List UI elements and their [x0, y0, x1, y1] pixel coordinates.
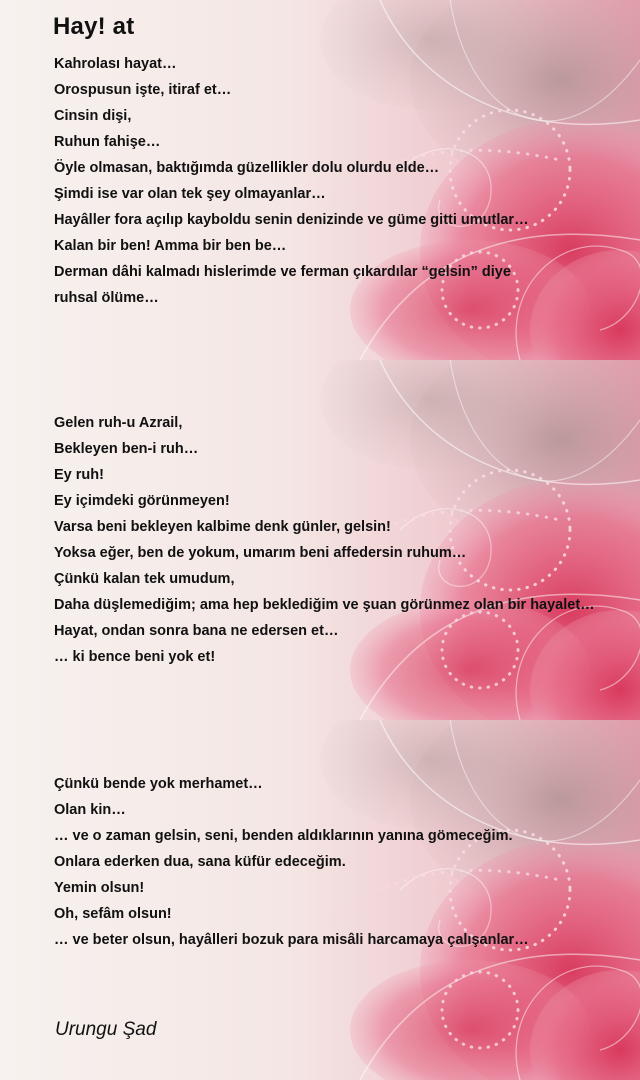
- poem-line: Ey içimdeki görünmeyen!: [54, 493, 230, 509]
- stanza-3: [54, 771, 529, 953]
- poem-line: Yemin olsun!: [54, 880, 145, 896]
- poem-line: Bekleyen ben-i ruh…: [54, 441, 199, 457]
- poem-line: Hayâller fora açılıp kayboldu senin denizinde ve güme gitti umutlar…: [54, 212, 529, 228]
- poem-line: Hayat, ondan sonra bana ne edersen et…: [54, 623, 339, 639]
- poem-line: Öyle olmasan, baktığımda güzellikler dolu olurdu elde…: [54, 160, 440, 176]
- stanza-2: [54, 410, 595, 670]
- stanza-1: [54, 51, 529, 311]
- poem-line: Kalan bir ben! Amma bir ben be…: [54, 238, 287, 254]
- poem-line: … ki bence beni yok et!: [54, 649, 216, 665]
- poem-line: Onlara ederken dua, sana küfür edeceğim.: [54, 854, 346, 870]
- poem-line: Varsa beni bekleyen kalbime denk günler, gelsin!: [54, 519, 391, 535]
- poem-line: Yoksa eğer, ben de yokum, umarım beni affedersin ruhum…: [54, 545, 467, 561]
- poem-line: Olan kin…: [54, 802, 126, 818]
- poem-line: Kahrolası hayat…: [54, 56, 177, 72]
- poem-line: … ve o zaman gelsin, seni, benden aldıklarının yanına gömeceğim.: [54, 828, 513, 844]
- poem-line: Cinsin dişi,: [54, 108, 132, 124]
- poem-line: Ruhun fahişe…: [54, 134, 161, 150]
- poem-line: Orospusun işte, itiraf et…: [54, 82, 232, 98]
- poem-line: Derman dâhi kalmadı hislerimde ve ferman çıkardılar “gelsin” diye: [54, 264, 511, 280]
- poem-title: Hay! at: [53, 13, 135, 40]
- poem-line: Şimdi ise var olan tek şey olmayanlar…: [54, 186, 326, 202]
- poem-line: Çünkü kalan tek umudum,: [54, 571, 235, 587]
- poem-line: … ve beter olsun, hayâlleri bozuk para misâli harcamaya çalışanlar…: [54, 932, 529, 948]
- poem-line: Oh, sefâm olsun!: [54, 906, 172, 922]
- poem-line: Daha düşlemediğim; ama hep beklediğim ve şuan görünmez olan bir hayalet…: [54, 597, 595, 613]
- poem-line: Gelen ruh-u Azrail,: [54, 415, 183, 431]
- poem-author: Urungu Şad: [55, 1019, 157, 1040]
- poem-line: Ey ruh!: [54, 467, 104, 483]
- poem-line: Çünkü bende yok merhamet…: [54, 776, 263, 792]
- poem-line: ruhsal ölüme…: [54, 290, 159, 306]
